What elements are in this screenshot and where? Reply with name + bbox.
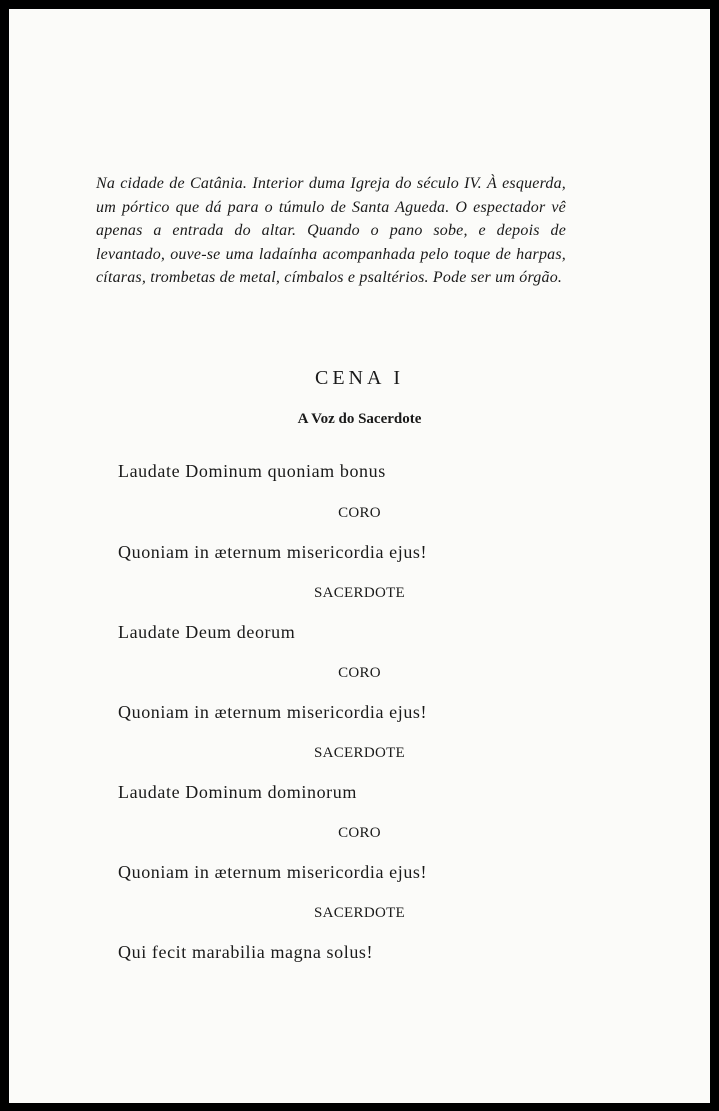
speaker-label: SACERDOTE xyxy=(313,745,406,761)
dialogue-line: Laudate Dominum dominorum xyxy=(118,782,357,802)
book-page xyxy=(9,9,710,1103)
speaker-label: CORO xyxy=(338,665,381,681)
speaker-label: SACERDOTE xyxy=(313,905,406,921)
dialogue-line: Laudate Dominum quoniam bonus xyxy=(118,461,386,481)
dialogue-line: Qui fecit marabilia magna solus! xyxy=(118,942,374,962)
dialogue-line: Laudate Deum deorum xyxy=(118,622,296,642)
scene-heading: CENA I xyxy=(315,367,404,389)
dialogue-line: Quoniam in æternum misericordia ejus! xyxy=(118,542,428,562)
speaker-label: SACERDOTE xyxy=(313,585,406,601)
dialogue-line: Quoniam in æternum misericordia ejus! xyxy=(118,702,428,722)
scene-subheading: A Voz do Sacerdote xyxy=(297,411,422,427)
speaker-label: CORO xyxy=(338,505,381,521)
speaker-label: CORO xyxy=(338,825,381,841)
dialogue-line: Quoniam in æternum misericordia ejus! xyxy=(118,862,428,882)
stage-direction: Na cidade de Catânia. Interior duma Igreja do século IV. À esquerda, um pórtico que dá para o túmulo de Santa Agueda. O espectador vê apenas a entrada do altar. Quando o pano sobe, e depois de levantado, ouve-se uma ladaínha acompanhada pelo toque de harpas, cítaras, trombetas de metal, címbalos e psaltérios. Pode ser um órgão. xyxy=(96,175,566,287)
